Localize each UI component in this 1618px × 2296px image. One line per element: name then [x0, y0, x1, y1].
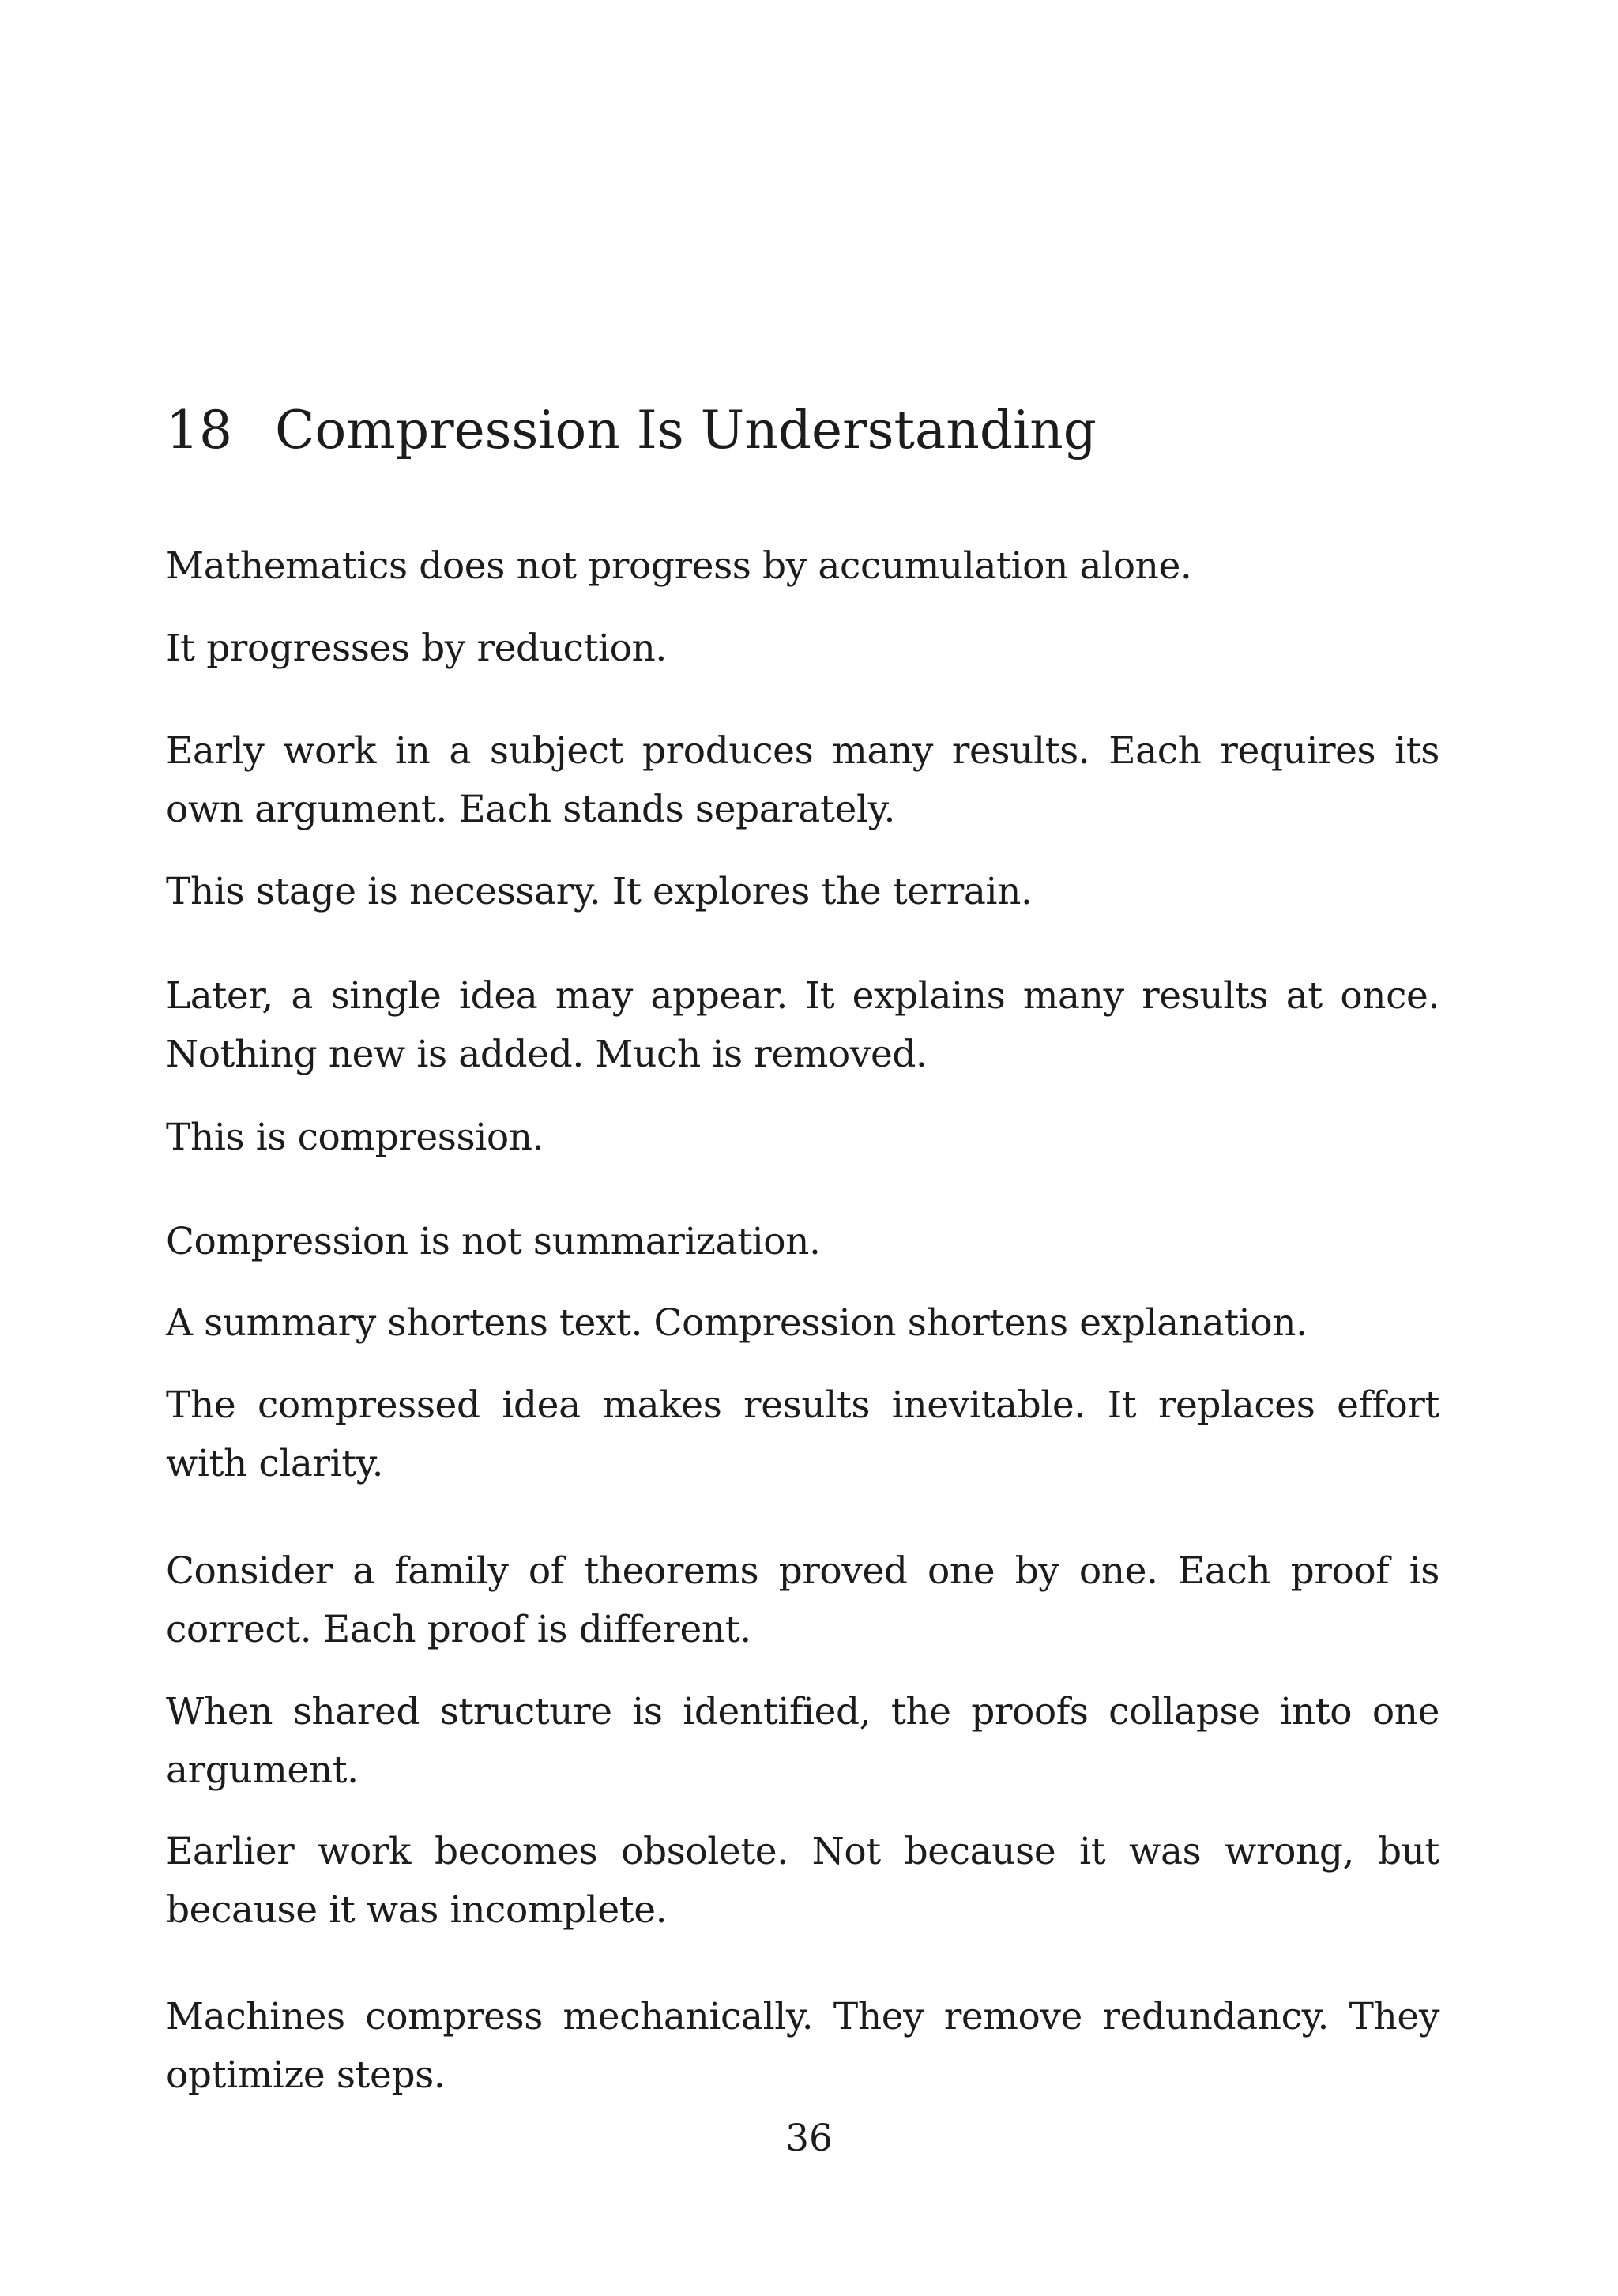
section-title: Compression Is Understanding — [275, 400, 1097, 461]
section-heading — [166, 395, 1454, 466]
paragraph-7: Compression is not summarization. — [166, 1220, 821, 1263]
section-number: 18 — [166, 400, 232, 461]
paragraph-6: This is compression. — [166, 1116, 544, 1159]
paragraph-3: Early work in a subject produces many results. Each requires its own argument. Each stands separately. — [166, 729, 1439, 831]
paragraph-5: Later, a single idea may appear. It explains many results at once. Nothing new is added. Much is removed. — [166, 974, 1439, 1076]
paragraph-8: A summary shortens text. Compression shortens explanation. — [166, 1301, 1308, 1345]
paragraph-1: Mathematics does not progress by accumulation alone. — [166, 544, 1192, 588]
paragraph-13: Machines compress mechanically. They remove redundancy. They optimize steps. — [166, 1995, 1439, 2097]
page-number: 36 — [785, 2117, 833, 2160]
paragraph-12: Earlier work becomes obsolete. Not because it was wrong, but because it was incomplete. — [166, 1830, 1439, 1932]
paragraph-10: Consider a family of theorems proved one by one. Each proof is correct. Each proof is different. — [166, 1549, 1439, 1651]
paragraph-9: The compressed idea makes results inevitable. It replaces effort with clarity. — [166, 1383, 1439, 1485]
paragraph-11: When shared structure is identified, the proofs collapse into one argument. — [166, 1690, 1439, 1792]
paragraph-4: This stage is necessary. It explores the terrain. — [166, 870, 1033, 913]
paragraph-2: It progresses by reduction. — [166, 627, 667, 670]
